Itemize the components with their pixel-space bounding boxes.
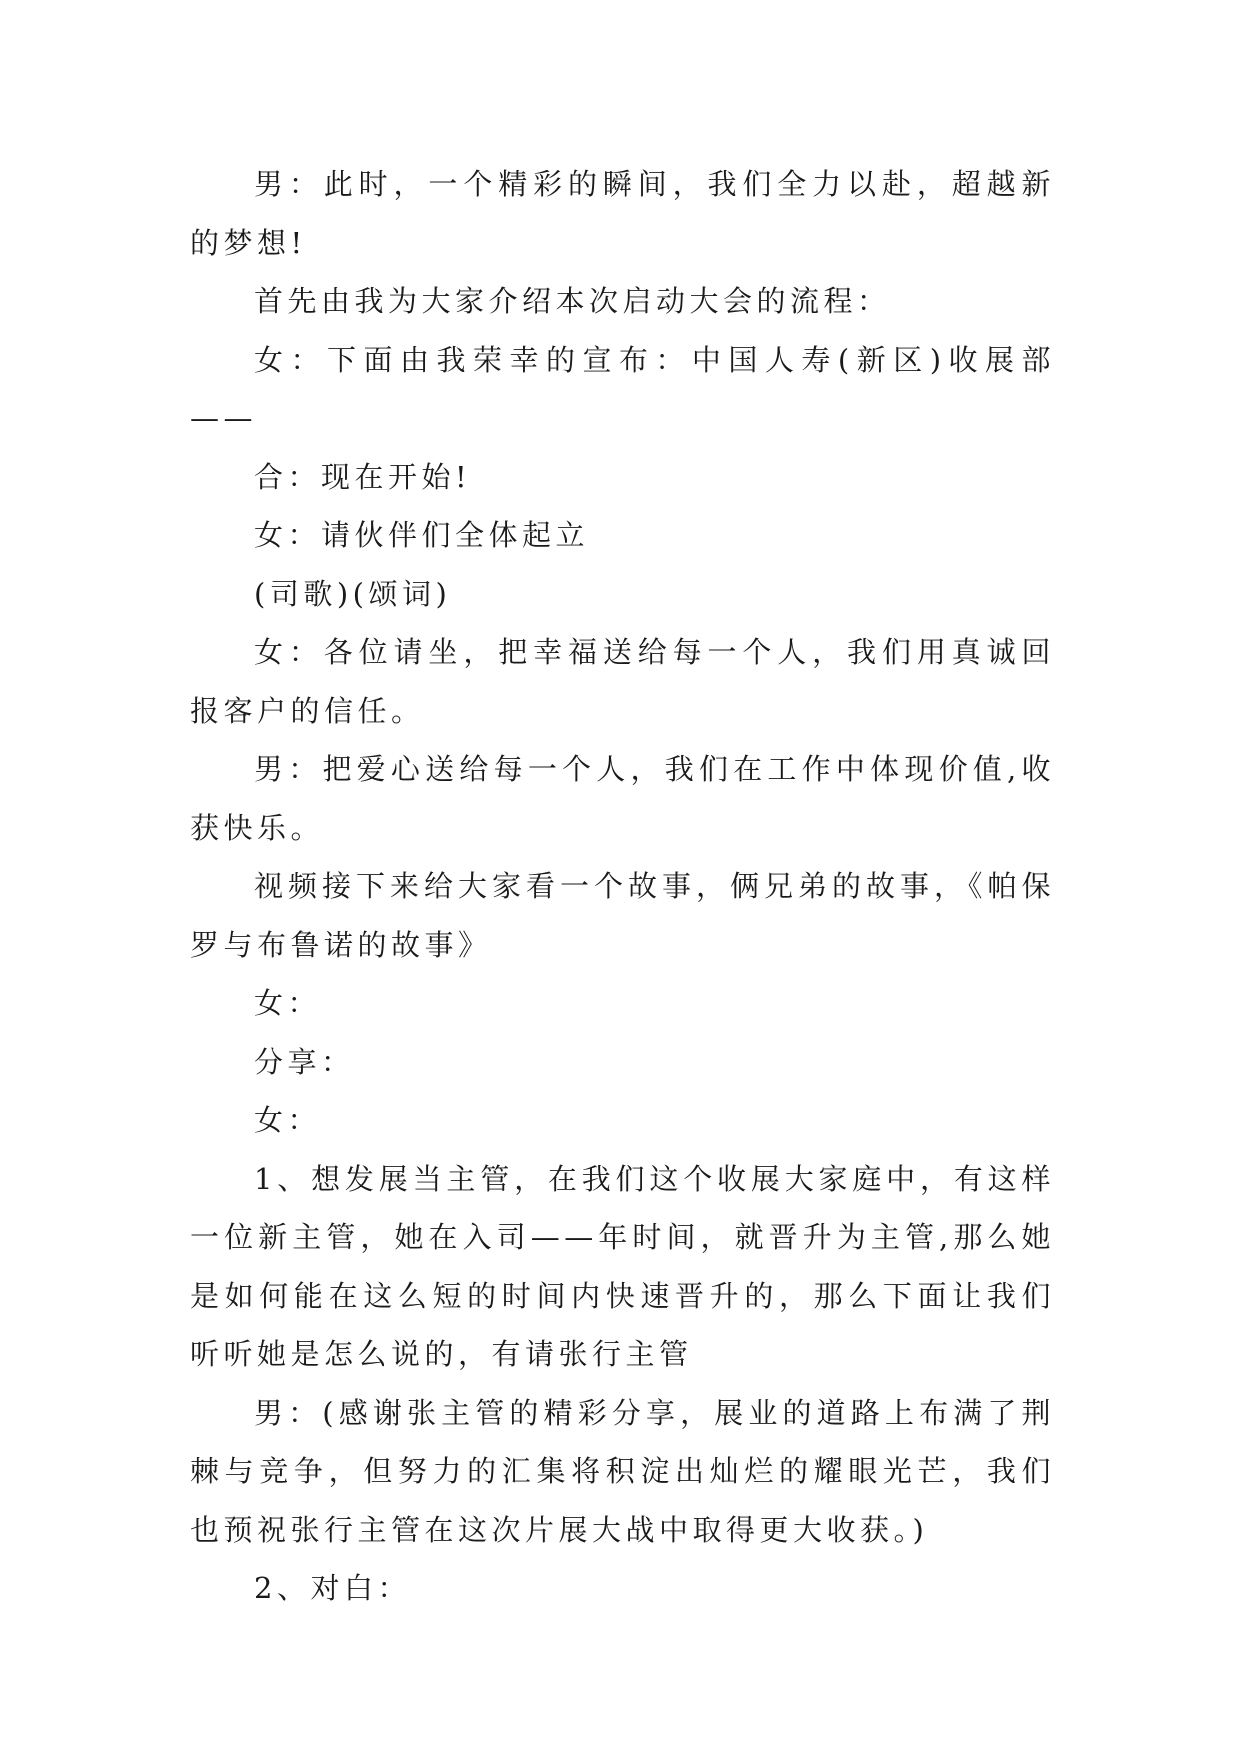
paragraph-share: 分享： [254, 1044, 355, 1079]
paragraph-female-announce: 女：下面由我荣幸的宣布：中国人寿(新区)收展部—— [190, 342, 1055, 435]
paragraph-male-love: 男：把爱心送给每一个人，我们在工作中体现价值,收获快乐。 [190, 752, 1055, 845]
paragraph-female-stand: 女：请伙伴们全体起立 [254, 518, 590, 552]
paragraph-male-opening: 男：此时，一个精彩的瞬间，我们全力以赴，超越新的梦想! [190, 167, 1055, 260]
paragraph-agenda-intro: 首先由我为大家介绍本次启动大会的流程： [254, 284, 891, 318]
paragraph-together-start: 合：现在开始! [254, 459, 472, 494]
paragraph-video-story: 视频接下来给大家看一个故事，俩兄弟的故事，《帕保罗与布鲁诺的故事》 [190, 869, 1055, 962]
paragraph-item-2-dialogue: 2、对白： [254, 1571, 411, 1605]
document-body [190, 155, 1055, 1618]
paragraph-song-oath: (司歌)(颂词) [254, 576, 452, 611]
paragraph-female-sit: 女：各位请坐，把幸福送给每一个人，我们用真诚回报客户的信任。 [190, 635, 1055, 728]
paragraph-male-thanks: 男：(感谢张主管的精彩分享，展业的道路上布满了荆棘与竞争，但努力的汇集将积淀出灿烂的耀眼光芒，我们也预祝张行主管在这次片展大战中取得更大收获。) [190, 1395, 1055, 1547]
paragraph-female-blank-2: 女： [254, 1103, 322, 1137]
paragraph-female-blank-1: 女： [254, 986, 322, 1020]
paragraph-item-1-supervisor: 1、想发展当主管，在我们这个收展大家庭中，有这样一位新主管，她在入司——年时间，就晋升为主管,那么她是如何能在这么短的时间内快速晋升的，那么下面让我们听听她是怎么说的，有请张行主管 [190, 1161, 1055, 1371]
